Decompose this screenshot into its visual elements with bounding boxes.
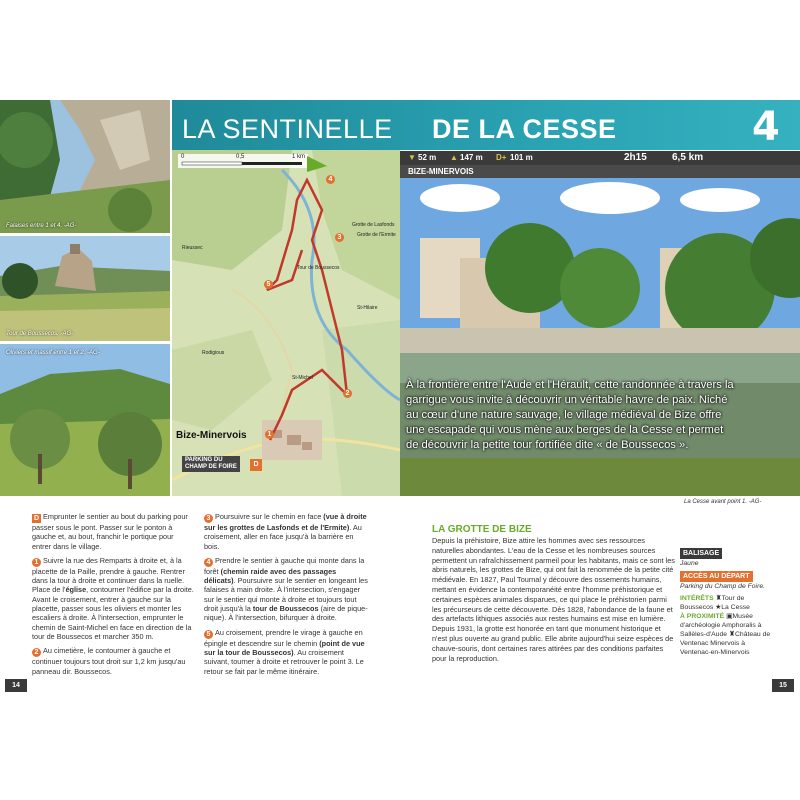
photo-caption: Oliviers et massif entre 1 et 2. -AG-: [6, 350, 100, 356]
step-3: 3 Poursuivre sur le chemin en face (vue à droite sur les grottes de Lasfonds et de l'Ermite). Au croisement, aller en face jusqu'à la barrière en bois.: [204, 512, 367, 551]
route-number: 4: [752, 104, 780, 150]
main-photo-caption: La Cesse avant point 1. -AG-: [684, 499, 762, 505]
map-waypoint: 5: [264, 280, 273, 289]
balisage-value: Jaune: [680, 560, 699, 567]
interets-2: La Cesse: [721, 604, 750, 611]
photo-caption: Tour de Boussecos. -AG-: [6, 331, 74, 337]
page-title-part2: DE LA CESSE: [432, 114, 617, 144]
acces-value: Parking du Champ de Foire.: [680, 583, 766, 590]
scale-half: 0,5: [236, 154, 245, 160]
arrow-down-icon: ▼: [408, 153, 416, 162]
step-2: 2 Au cimetière, le contourner à gauche et continuer toujours tout droit sur 1,2 km jusqu'au panneau dir. Boussecos.: [32, 646, 186, 676]
photo-olives: [0, 344, 170, 496]
alt-max: 147 m: [460, 153, 483, 162]
acces-label: ACCÈS AU DÉPART: [680, 571, 753, 582]
map-label: Tour de Boussecos: [297, 265, 340, 271]
interets-label: INTÉRÊTS: [680, 595, 714, 602]
distance: 6,5 km: [672, 152, 704, 163]
scale-0: 0: [181, 154, 185, 160]
star-icon: ★: [715, 604, 722, 611]
info-sidebar: [680, 548, 776, 657]
location-bar: [400, 165, 800, 178]
tower-icon: ♜: [715, 595, 722, 602]
parking-line2: CHAMP DE FOIRE: [185, 464, 237, 470]
location-label: BIZE-MINERVOIS: [408, 167, 474, 176]
step-start: D Emprunter le sentier au bout du parking pour passer sous le pont. Passer sur le ponton à gauche et, au bout, franchir le portique pour entrer dans le village.: [32, 512, 188, 551]
map-label: St-Hilaire: [357, 305, 378, 311]
photo-caption: Falaises entre 1 et 4. -AG-: [6, 223, 77, 229]
map-label: Grotte de l'Ermite: [357, 232, 396, 238]
map-waypoint: 3: [335, 233, 344, 242]
map-waypoint: 2: [343, 389, 352, 398]
map-label: Rieussec: [182, 245, 203, 251]
step-marker: 1: [32, 558, 41, 567]
duration: 2h15: [624, 152, 647, 163]
stats-bar: [400, 151, 800, 165]
map-label: Rodigious: [202, 350, 225, 356]
photo-tower: [0, 236, 170, 341]
step-marker: 4: [204, 558, 213, 567]
route-map: [172, 150, 400, 496]
proximite-text2: Château de Ventenac Minervois à Ventenac-en-Minervois: [680, 631, 771, 656]
grotte-title: LA GROTTE DE BIZE: [432, 524, 532, 535]
interets-1: Tour de Boussecos: [680, 595, 745, 611]
scale-1km: 1 km: [292, 154, 306, 160]
steps-col-2: [204, 512, 369, 681]
step-marker: 2: [32, 648, 41, 657]
intro-text: À la frontière entre l'Aude et l'Hérault, cette randonnée à travers la garrigue vous invite à découvrir un véritable havre de paix. Niché au cœur d'une nature sauvage, le village médiéval de Bize offre une escapade qui vous mène aux berges de la Cesse et permet de découvrir la petite tour fortifiée dite « de Boussecos ».: [406, 379, 734, 451]
balisage-label: BALISAGE: [680, 548, 722, 559]
map-waypoint: 4: [326, 175, 335, 184]
step-5: 5 Au croisement, prendre le virage à gauche en épingle et descendre sur le chemin (point de vue sur la tour de Boussecos). Au croisement suivant, tourner à droite et retrouver le point 3. Le retour se fait par le même itinéraire.: [204, 627, 365, 676]
page-number-right: 15: [772, 679, 794, 692]
proximite-label: À PROXIMITÉ: [680, 613, 725, 620]
step-4: 4 Prendre le sentier à gauche qui monte dans la forêt (chemin raide avec des passages délicats). Poursuivre sur le sentier en longeant les falaises à main droite. À l'intersection, s'engager sur le sentier qui monte à droite et toujours tout droit jusqu'à la tour de Boussecos (aire de pique-nique). À l'intersection, bifurquer à droite.: [204, 555, 368, 623]
step-marker: 5: [204, 630, 213, 639]
parking-line1: PARKING DU: [185, 457, 223, 463]
castle-icon: ♜: [728, 631, 736, 638]
map-start-marker: D: [250, 459, 262, 471]
elevation-gain-icon: D+: [496, 153, 507, 162]
grotte-text: Depuis la préhistoire, Bize attire les hommes avec ses ressources naturelles abondantes. L'eau de la Cesse et les nombreuses sources permettent un rafraîchissement parmeil pour les habitants, mais ce sont les abris naturels, les grottes de Bize, qui ont fait la renommée de la petite cité médiévale. En 1827, Paul Tournal y découvre des ossements humains, mettant en évidence la contemporanéité entre l'homme préhistorique et certaines espèces animales disparues, ce qui place le préhistorien parmi les précurseurs de cette découverte. Dès 1828, l'abondance de la faune et des artefacts lithiques associés aux restes humains est mise en lumière. Depuis 1931, la grotte est honorée en tant que monument historique et n'est plus ouverte au grand public. Elle abrite aujourd'hui seize espèces de chauve-souris, dont certaines rares attirées par des conditions parfaites pour la reproduction.: [432, 536, 675, 663]
map-label: St-Michel: [292, 375, 313, 381]
step-1: 1 Suivre la rue des Remparts à droite et, à la placette de la Paille, prendre à gauche. Rentrer dans la tour à droite et continuer dans la ruelle. Place de l'église, contourner l'édifice par la droite. Avant le croisement, entrer à gauche sur la placette, passer sous les oliviers et monter les escaliers à droite. À l'intersection, emprunter le chemin de Saint-Michel en face en direction de la tour de Boussecos et marcher 350 m.: [32, 555, 194, 641]
photo-cliffs: [0, 100, 170, 233]
proximite-text: Musée d'archéologie Amphoralis à Sallèles-d'Aude: [680, 613, 762, 638]
parking-label: [182, 456, 240, 472]
step-marker: 3: [204, 514, 213, 523]
map-label: Grotte de Lasfonds: [352, 222, 395, 228]
mountain-icon: ▲: [450, 153, 458, 162]
steps-col-1: [32, 512, 194, 681]
page-title-part1: LA SENTINELLE: [182, 114, 393, 144]
museum-icon: ▣: [726, 613, 733, 620]
page-number-left: 14: [5, 679, 27, 692]
step-marker: D: [33, 515, 40, 522]
alt-min: 52 m: [418, 153, 437, 162]
map-waypoint: 1: [265, 430, 274, 439]
town-label: Bize-Minervois: [176, 430, 247, 441]
d-plus: 101 m: [510, 153, 533, 162]
